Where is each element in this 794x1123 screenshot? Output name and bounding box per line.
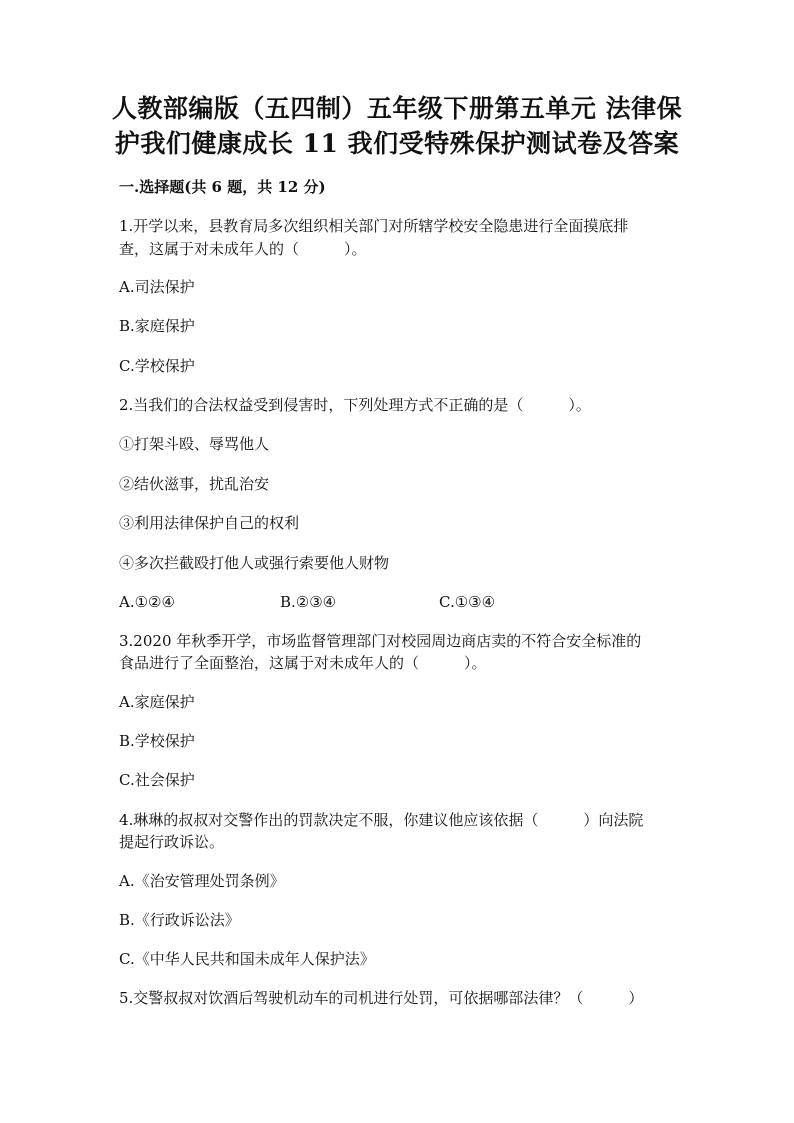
q3-option-a: A.家庭保护 — [119, 693, 195, 711]
q3-stem-line-2: 食品进行了全面整治，这属于对未成年人的（ ）。 — [119, 654, 487, 672]
q3-option-c: C.社会保护 — [119, 771, 195, 789]
q5-stem: 5.交警叔叔对饮酒后驾驶机动车的司机进行处罚，可依据哪部法律？（ ） — [119, 989, 644, 1007]
q2-option-a: A.①②④ — [119, 593, 175, 611]
q2-item-4: ④多次拦截殴打他人或强行索要他人财物 — [119, 554, 390, 572]
q4-option-c: C.《中华人民共和国未成年人保护法》 — [119, 950, 375, 968]
q2-option-b: B.②③④ — [280, 593, 337, 611]
q3-option-b: B.学校保护 — [119, 732, 195, 750]
title-line-1: 人教部编版（五四制）五年级下册第五单元 法律保 — [111, 94, 683, 123]
title-line-2: 护我们健康成长 11 我们受特殊保护测试卷及答案 — [114, 129, 680, 158]
q3-stem-line-1: 3.2020 年秋季开学，市场监督管理部门对校园周边商店卖的不符合安全标准的 — [119, 632, 642, 650]
q2-item-2: ②结伙滋事，扰乱治安 — [119, 475, 270, 493]
q1-stem-line-2: 查，这属于对未成年人的（ ）。 — [119, 240, 367, 258]
q4-stem-line-2: 提起行政诉讼。 — [119, 833, 225, 851]
q2-item-3: ③利用法律保护自己的权利 — [119, 514, 300, 532]
q2-option-c: C.①③④ — [439, 593, 496, 611]
q4-option-a: A.《治安管理处罚条例》 — [119, 872, 285, 890]
q4-stem-line-1: 4.琳琳的叔叔对交警作出的罚款决定不服，你建议他应该依据（ ）向法院 — [119, 811, 644, 829]
q2-item-1: ①打架斗殴、辱骂他人 — [119, 435, 270, 453]
q1-option-b: B.家庭保护 — [119, 317, 195, 335]
section-heading: 一.选择题(共 6 题，共 12 分) — [119, 178, 326, 196]
q1-option-a: A.司法保护 — [119, 278, 195, 296]
q1-option-c: C.学校保护 — [119, 357, 195, 375]
q1-stem-line-1: 1.开学以来，县教育局多次组织相关部门对所辖学校安全隐患进行全面摸底排 — [119, 217, 629, 235]
q2-stem: 2.当我们的合法权益受到侵害时，下列处理方式不正确的是（ ）。 — [119, 396, 591, 414]
q4-option-b: B.《行政诉讼法》 — [119, 911, 240, 929]
